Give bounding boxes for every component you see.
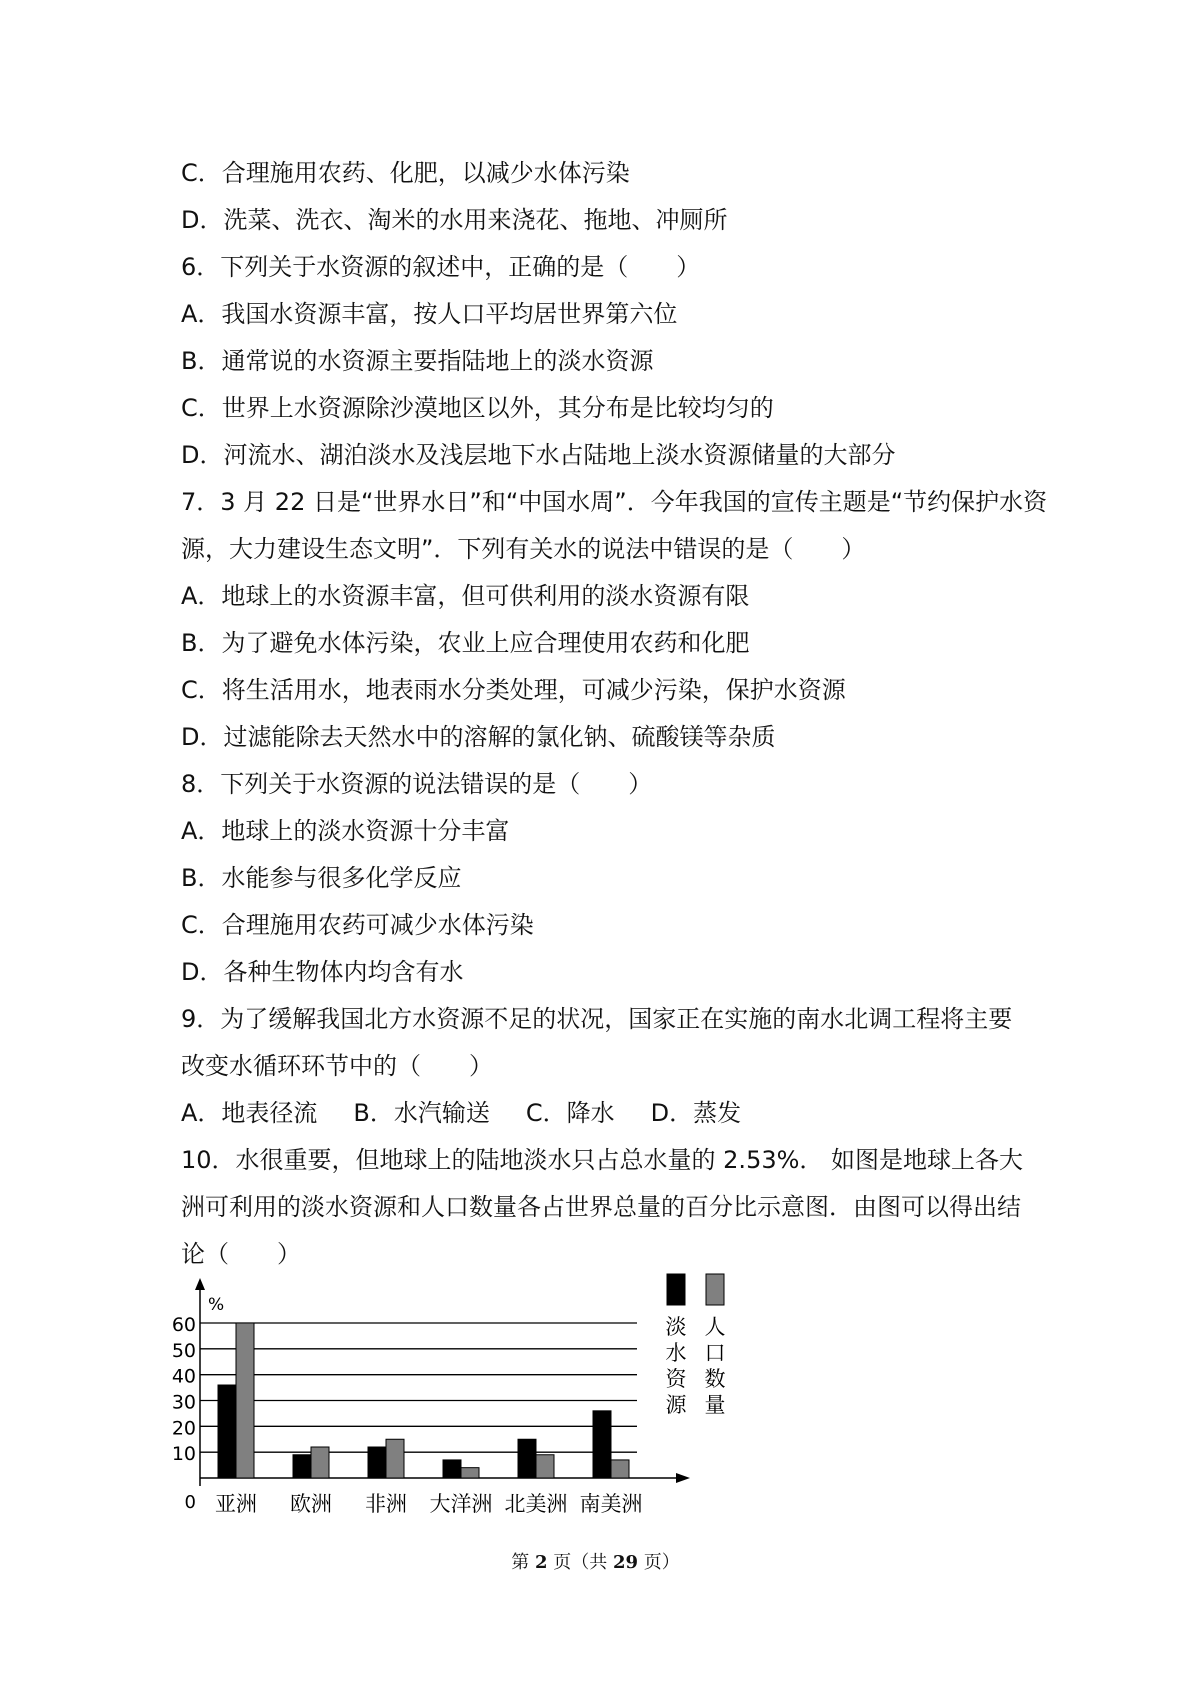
question-8-stem: 8．下列关于水资源的说法错误的是（ ） <box>181 770 653 798</box>
question-6-stem: 6．下列关于水资源的叙述中，正确的是（ ） <box>181 253 701 281</box>
bar-population <box>386 1439 404 1478</box>
question-8-option-b: B．水能参与很多化学反应 <box>181 864 462 892</box>
y-tick-label: 60 <box>171 1314 196 1336</box>
question-7-stem: 7．3 月 22 日是“世界水日”和“中国水周”．今年我国的宣传主题是“节约保护水资 <box>181 488 1048 516</box>
bar-population <box>236 1323 254 1478</box>
question-8-option-d: D．各种生物体内均含有水 <box>181 958 464 986</box>
x-tick-label: 亚洲 <box>215 1492 257 1516</box>
origin-label: 0 <box>184 1492 196 1513</box>
question-7-option-a: A．地球上的水资源丰富，但可供利用的淡水资源有限 <box>181 582 750 610</box>
question-6-option-a: A．我国水资源丰富，按人口平均居世界第六位 <box>181 300 678 328</box>
y-axis-label: % <box>208 1295 225 1315</box>
x-axis-arrow <box>676 1473 690 1483</box>
question-10-stem: 10．水很重要，但地球上的陆地淡水只占总水量的 2.53%． 如图是地球上各大 <box>181 1146 1024 1174</box>
y-tick-label: 30 <box>171 1391 196 1414</box>
text-line: C．合理施用农药、化肥，以减少水体污染 <box>181 159 630 187</box>
question-6-option-b: B．通常说的水资源主要指陆地上的淡水资源 <box>181 347 654 375</box>
question-9-stem: 改变水循环环节中的（ ） <box>181 1052 493 1080</box>
question-7-option-d: D．过滤能除去天然水中的溶解的氯化钠、硫酸镁等杂质 <box>181 723 776 751</box>
question-8-option-a: A．地球上的淡水资源十分丰富 <box>181 817 510 845</box>
question-10-stem: 论（ ） <box>181 1240 301 1268</box>
bar-fresh-water <box>368 1447 386 1478</box>
bar-fresh-water <box>293 1455 311 1478</box>
footer-total-pages: 29 <box>612 1552 639 1573</box>
question-8-option-c: C．合理施用农药可减少水体污染 <box>181 911 534 939</box>
bar-population <box>461 1468 479 1478</box>
footer-page-number: 2 <box>534 1552 548 1573</box>
question-9-stem: 9．为了缓解我国北方水资源不足的状况，国家正在实施的南水北调工程将主要 <box>181 1005 1013 1033</box>
y-tick-label: 40 <box>171 1365 196 1388</box>
bar-population <box>536 1455 554 1478</box>
x-tick-label: 非洲 <box>365 1492 407 1516</box>
question-7-option-c: C．将生活用水，地表雨水分类处理，可减少污染，保护水资源 <box>181 676 846 704</box>
question-7-stem: 源，大力建设生态文明”．下列有关水的说法中错误的是（ ） <box>181 535 866 563</box>
bar-fresh-water <box>518 1439 536 1478</box>
question-9-options <box>181 1090 1021 1137</box>
question-6-option-c: C．世界上水资源除沙漠地区以外，其分布是比较均匀的 <box>181 394 774 422</box>
bar-chart <box>171 1272 798 1532</box>
x-tick-label: 南美洲 <box>579 1492 643 1516</box>
y-tick-label: 50 <box>171 1339 196 1362</box>
question-9-option-c: C．降水 <box>525 1099 615 1127</box>
question-9-option-a: A．地表径流 <box>181 1099 318 1127</box>
bar-population <box>311 1447 329 1478</box>
y-tick-label: 10 <box>171 1443 196 1466</box>
question-10-stem: 洲可利用的淡水资源和人口数量各占世界总量的百分比示意图．由图可以得出结 <box>181 1193 1021 1221</box>
question-content <box>181 150 1048 1278</box>
legend-swatch <box>706 1274 724 1305</box>
footer-prefix: 第 <box>511 1552 535 1573</box>
x-tick-label: 大洋洲 <box>429 1492 493 1516</box>
footer-middle: 页（共 <box>547 1552 613 1573</box>
question-7-option-b: B．为了避免水体污染，农业上应合理使用农药和化肥 <box>181 629 750 657</box>
x-tick-label: 欧洲 <box>290 1492 332 1516</box>
y-tick-label: 20 <box>171 1417 196 1440</box>
legend-swatch <box>667 1274 685 1305</box>
legend-label: 淡水资源 <box>665 1315 687 1417</box>
bar-fresh-water <box>443 1460 461 1478</box>
footer-suffix: 页） <box>638 1552 680 1573</box>
page-footer <box>0 1548 1191 1574</box>
y-axis-arrow <box>195 1278 205 1290</box>
question-9-option-d: D．蒸发 <box>650 1099 742 1127</box>
bar-fresh-water <box>593 1411 611 1478</box>
question-6-option-d: D．河流水、湖泊淡水及浅层地下水占陆地上淡水资源储量的大部分 <box>181 441 896 469</box>
bar-fresh-water <box>218 1385 236 1478</box>
legend-label: 人口数量 <box>704 1315 726 1417</box>
question-9-option-b: B．水汽输送 <box>353 1099 490 1127</box>
bar-population <box>611 1460 629 1478</box>
text-line: D．洗菜、洗衣、淘米的水用来浇花、拖地、冲厕所 <box>181 206 728 234</box>
x-tick-label: 北美洲 <box>504 1492 568 1516</box>
bar-chart-svg <box>171 1272 798 1532</box>
